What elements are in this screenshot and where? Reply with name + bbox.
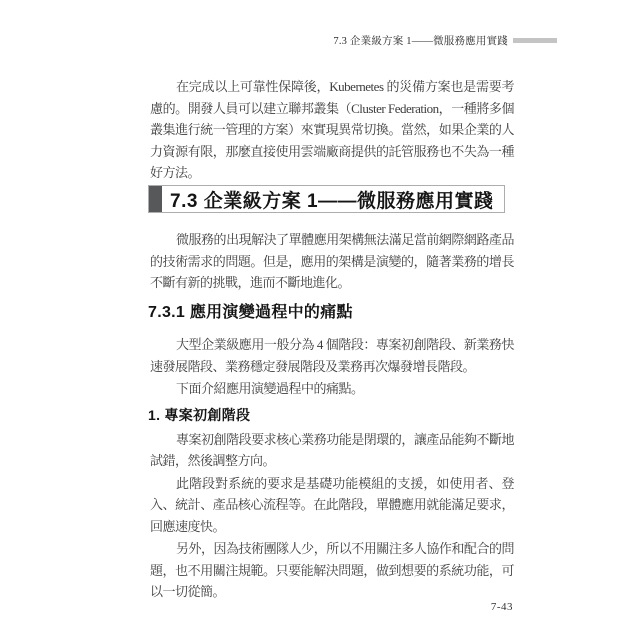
page-number: 7-43 <box>490 601 513 613</box>
body-paragraph-1: 在完成以上可靠性保障後，Kubernetes 的災備方案也是需要考慮的。開發人員可以建立聯邦叢集（Cluster Federation，一種將多個叢集進行統一管理的方案）來實現異常切換。當然，如果企業的人力資源有限，那麼直接使用雲端廠商提供的託管服務也不失為一種好方法。 <box>150 79 514 180</box>
running-header-title: 7.3 企業級方案 1——微服務應用實踐 <box>333 36 508 47</box>
section-heading-title: 7.3 企業級方案 1——微服務應用實踐 <box>170 190 494 212</box>
body-paragraph-7: 另外，因為技術團隊人少，所以不用關注多人協作和配合的問題，也不用關注規範。只要能解決問題，做到想要的系統功能，可以一切從簡。 <box>150 541 514 600</box>
body-paragraph-4: 下面介紹應用演變過程中的痛點。 <box>176 381 364 396</box>
section-heading-accent-bar <box>149 186 162 212</box>
body-paragraph-5: 專案初創階段要求核心業務功能是閉環的，讓產品能夠不斷地試錯，然後調整方向。 <box>150 431 514 469</box>
subsection-heading: 7.3.1 應用演變過程中的痛點 <box>148 304 353 321</box>
lower-text-group <box>150 334 514 604</box>
section-heading-box <box>148 185 505 213</box>
running-header <box>333 33 557 48</box>
header-decoration-bar <box>513 38 557 43</box>
body-paragraph-3: 大型企業級應用一般分為 4 個階段：專案初創階段、新業務快速發展階段、業務穩定發展階段及業務再次爆發增長階段。 <box>150 337 514 374</box>
body-paragraph-6: 此階段對系統的要求是基礎功能模組的支援，如使用者、登入、統計、產品核心流程等。在此階段，單體應用就能滿足要求，回應速度快。 <box>150 475 514 534</box>
list-item-heading: 1. 專案初創階段 <box>148 406 251 423</box>
body-paragraph-2: 微服務的出現解決了單體應用架構無法滿足當前網際網路產品的技術需求的問題。但是，應用的架構是演變的，隨著業務的增長不斷有新的挑戰，進而不斷地進化。 <box>150 232 514 290</box>
